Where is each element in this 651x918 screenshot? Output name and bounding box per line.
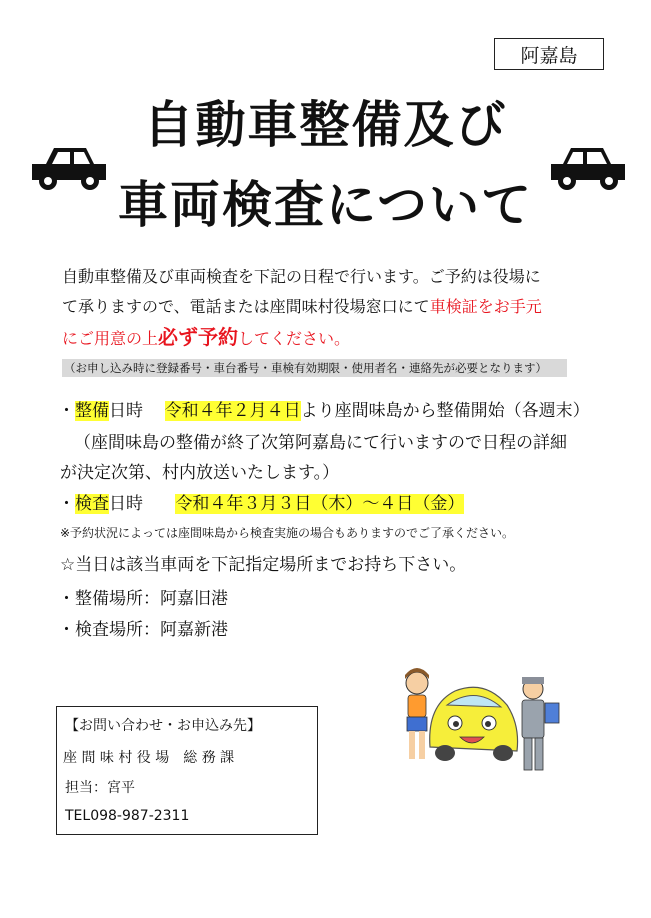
contact-tel: TEL098-987-2311 bbox=[65, 808, 190, 824]
title-line-1: 自動車整備及び bbox=[143, 96, 508, 154]
maintenance-detail-1: （座間味島の整備が終了次第阿嘉島にて行いますので日程の詳細 bbox=[74, 433, 567, 453]
maintenance-date: 令和４年２月４日 bbox=[164, 401, 301, 421]
inspection-schedule: ・検査日時 令和４年３月３日（木）～４日（金） bbox=[58, 494, 465, 514]
must-reserve-emphasis: 必ず予約 bbox=[158, 325, 239, 349]
place-label-box bbox=[494, 38, 604, 70]
vehicle-cert-emphasis: 車検証をお手元 bbox=[429, 297, 542, 316]
required-info-note: （お申し込み時に登録番号・車台番号・車検有効期限・使用者名・連絡先が必要となります） bbox=[62, 359, 567, 377]
contact-heading: 【お問い合わせ・お申込み先】 bbox=[65, 718, 261, 734]
maintenance-location: ・整備場所：阿嘉旧港 bbox=[58, 589, 228, 609]
inspection-location: ・検査場所：阿嘉新港 bbox=[58, 620, 228, 640]
intro-line-3: にご用意の上必ず予約してください。 bbox=[62, 325, 351, 349]
intro-line-1: 自動車整備及び車両検査を下記の日程で行います。ご予約は役場に bbox=[62, 267, 541, 286]
title-line-2: 車両検査について bbox=[118, 176, 533, 234]
intro-paragraph bbox=[62, 262, 602, 354]
maintenance-schedule: ・整備日時 令和４年２月４日より座間味島から整備開始（各週末） bbox=[58, 401, 590, 421]
contact-person: 担当：宮平 bbox=[65, 780, 135, 796]
intro-line-2: て承りますので、電話または座間味村役場窓口にて車検証をお手元 bbox=[62, 297, 542, 316]
maintenance-detail-2: が決定次第、村内放送いたします。） bbox=[60, 463, 340, 483]
car-mechanic-illustration bbox=[385, 665, 565, 780]
place-label: 阿嘉島 bbox=[520, 44, 578, 67]
bring-vehicle-note: ☆当日は該当車両を下記指定場所までお持ち下さい。 bbox=[60, 555, 467, 575]
contact-box bbox=[56, 706, 318, 835]
contact-office: 座 間 味 村 役 場 総 務 課 bbox=[63, 750, 235, 766]
reservation-note: ※予約状況によっては座間味島から検査実施の場合もありますのでご了承ください。 bbox=[60, 526, 515, 540]
inspection-date: 令和４年３月３日（木）～４日（金） bbox=[175, 494, 465, 514]
